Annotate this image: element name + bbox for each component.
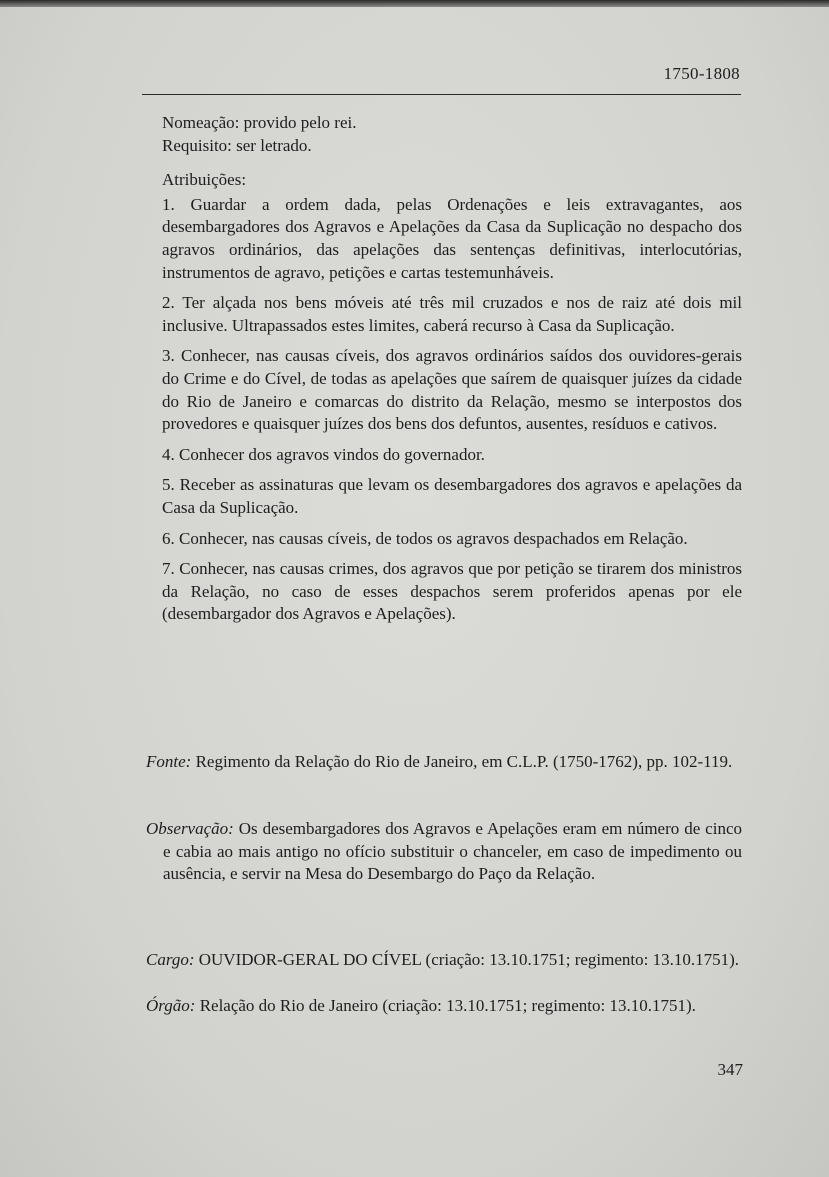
header-rule	[142, 94, 741, 95]
nomeacao-line: Nomeação: provido pelo rei.	[162, 113, 357, 132]
observacao-text: Os desembargadores dos Agravos e Apelações eram em número de cinco e cabia ao mais antigo no ofício substituir o chanceler, em caso de impedimento ou ausência, e servir na Mesa do Desembargo do Paço da Relação.	[163, 819, 743, 884]
cargo-paragraph	[146, 949, 742, 972]
orgao-label: Órgão:	[146, 996, 196, 1015]
header-year-range: 1750-1808	[663, 64, 740, 83]
requisito-line: Requisito: ser letrado.	[162, 135, 312, 155]
atribuicao-item-1: 1. Guardar a ordem dada, pelas Ordenações e leis extravagantes, aos desembargadores dos Agravos e Apelações da Casa da Suplicação no despacho dos agravos ordinários, das apelações das sentenças definitivas, interlocutórias, instrumentos de agravo, petições e cartas testemunháveis.	[162, 194, 742, 282]
observacao-paragraph	[146, 818, 742, 886]
orgao-paragraph	[146, 995, 742, 1018]
fonte-text: Regimento da Relação do Rio de Janeiro, em C.L.P. (1750-1762), pp. 102-119.	[195, 752, 733, 771]
fonte-paragraph	[146, 751, 742, 774]
entry-body	[162, 112, 742, 626]
atribuicao-item-4: 4. Conhecer dos agravos vindos do governador.	[162, 444, 485, 464]
atribuicao-item-5: 5. Receber as assinaturas que levam os desembargadores dos agravos e apelações da Casa da Suplicação.	[162, 475, 742, 517]
atribuicoes-heading: Atribuições:	[162, 170, 247, 190]
orgao-text: Relação do Rio de Janeiro (criação: 13.10.1751; regimento: 13.10.1751).	[199, 996, 696, 1015]
page-number: 347	[717, 1060, 743, 1079]
atribuicao-item-7: 7. Conhecer, nas causas crimes, dos agravos que por petição se tirarem dos ministros da Relação, no caso de esses despachos serem proferidos apenas por ele (desembargador dos Agravos e Apelações).	[162, 559, 742, 624]
scan-edge	[0, 0, 829, 7]
observacao-label: Observação:	[146, 819, 234, 838]
atribuicao-item-2: 2. Ter alçada nos bens móveis até três mil cruzados e nos de raiz até dois mil inclusive. Ultrapassados estes limites, caberá recurso à Casa da Suplicação.	[162, 293, 742, 335]
atribuicao-item-3: 3. Conhecer, nas causas cíveis, dos agravos ordinários saídos dos ouvidores-gerais do Crime e do Cível, de todas as apelações que saírem de quaisquer juízes da cidade do Rio de Janeiro e comarcas do distrito da Relação, mesmo se interpostos dos provedores e quaisquer juízes dos bens dos defuntos, ausentes, resíduos e cativos.	[162, 346, 742, 434]
cargo-text: OUVIDOR-GERAL DO CÍVEL (criação: 13.10.1751; regimento: 13.10.1751).	[198, 950, 740, 969]
atribuicoes-list	[162, 194, 742, 626]
cargo-label: Cargo:	[146, 950, 195, 969]
atribuicao-item-6: 6. Conhecer, nas causas cíveis, de todos os agravos despachados em Relação.	[162, 528, 688, 548]
fonte-label: Fonte:	[146, 752, 192, 771]
